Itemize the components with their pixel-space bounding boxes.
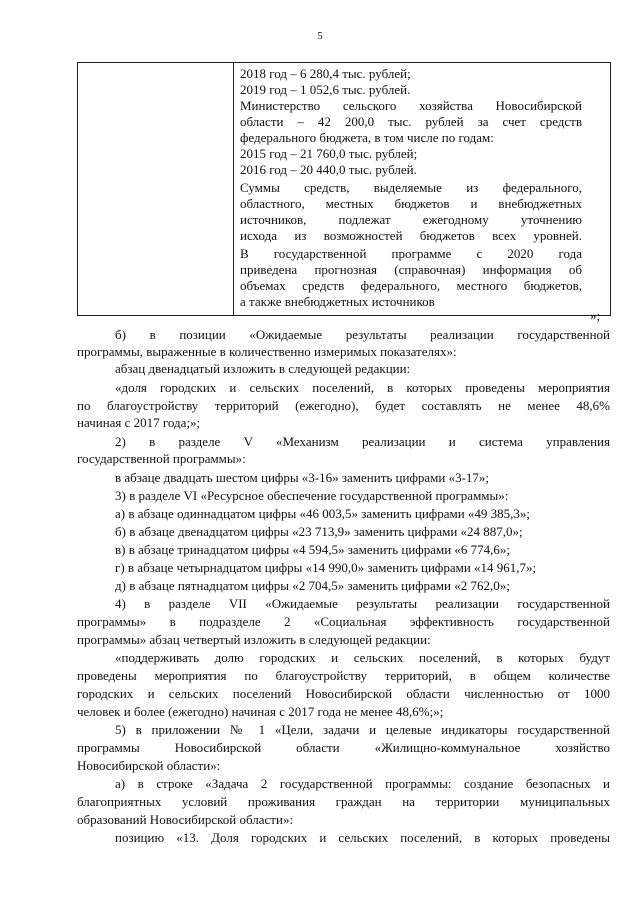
table-cell-line: Суммы средств, выделяемые из федерального, bbox=[240, 180, 582, 195]
table-cell-line: источников, подлежат ежегодному уточнению bbox=[240, 212, 582, 227]
paragraph-line: государственной программы»: bbox=[77, 451, 246, 466]
paragraph-line: д) в абзаце пятнадцатом цифры «2 704,5» заменить цифрами «2 762,0»; bbox=[115, 578, 510, 593]
page-number: 5 bbox=[317, 30, 323, 42]
paragraph-line: образований Новосибирской области»: bbox=[77, 812, 294, 827]
paragraph-line: человек и более (ежегодно) начиная с 2017 года не менее 48,6%;»; bbox=[77, 704, 444, 719]
paragraph-line: программы, выраженные в количественно измеримых показателях»: bbox=[77, 344, 457, 359]
paragraph-line: программы» абзац четвертый изложить в следующей редакции: bbox=[77, 632, 431, 647]
table-cell-line: 2018 год – 6 280,4 тыс. рублей; bbox=[240, 66, 411, 81]
paragraph-line: по благоустройству территорий (ежегодно), будет составлять не менее 48,6% bbox=[77, 398, 610, 413]
paragraph-line: программы» в подразделе 2 «Социальная эффективность государственной bbox=[77, 614, 610, 629]
table-cell-line: объемах средств федерального, местного бюджетов, bbox=[240, 278, 582, 293]
table-cell-line: В государственной программе с 2020 года bbox=[240, 246, 582, 261]
paragraph-line: абзац двенадцатый изложить в следующей редакции: bbox=[115, 361, 411, 376]
table-cell-line: области – 42 200,0 тыс. рублей за счет средств bbox=[240, 114, 582, 129]
table-cell-line: областного, местных бюджетов и внебюджетных bbox=[240, 196, 582, 211]
table-cell-line: 2016 год – 20 440,0 тыс. рублей. bbox=[240, 162, 417, 177]
table-column-divider bbox=[233, 62, 234, 316]
table-cell-line: исхода из возможностей бюджетов всех уровней. bbox=[240, 228, 582, 243]
table-cell-line: федерального бюджета, в том числе по годам: bbox=[240, 130, 494, 145]
paragraph-line: «поддерживать долю городских и сельских поселений, в которых будут bbox=[115, 650, 610, 665]
paragraph-line: начиная с 2017 года;»; bbox=[77, 415, 201, 430]
paragraph-line: Новосибирской области»: bbox=[77, 758, 221, 773]
paragraph-line: позицию «13. Доля городских и сельских поселений, в которых проведены bbox=[115, 830, 610, 845]
paragraph-line: 4) в разделе VII «Ожидаемые результаты реализации государственной bbox=[115, 596, 610, 611]
paragraph-line: а) в строке «Задача 2 государственной программы: создание безопасных и bbox=[115, 776, 610, 791]
paragraph-line: б) в абзаце двенадцатом цифры «23 713,9» заменить цифрами «24 887,0»; bbox=[115, 524, 523, 539]
table-closing-mark: »; bbox=[590, 308, 601, 323]
paragraph-line: в) в абзаце тринадцатом цифры «4 594,5» заменить цифрами «6 774,6»; bbox=[115, 542, 511, 557]
paragraph-line: 2) в разделе V «Механизм реализации и система управления bbox=[115, 434, 610, 449]
table-cell-line: приведена прогнозная (справочная) информация об bbox=[240, 262, 582, 277]
paragraph-line: 5) в приложении № 1 «Цели, задачи и целевые индикаторы государственной bbox=[115, 722, 610, 737]
paragraph-line: городских и сельских поселений Новосибирской области численностью от 1000 bbox=[77, 686, 610, 701]
paragraph-line: проведены мероприятия по благоустройству территорий, в общем количестве bbox=[77, 668, 610, 683]
paragraph-line: г) в абзаце четырнадцатом цифры «14 990,0» заменить цифрами «14 961,7»; bbox=[115, 560, 537, 575]
paragraph-line: в абзаце двадцать шестом цифры «3-16» заменить цифрами «3-17»; bbox=[115, 470, 490, 485]
paragraph-line: б) в позиции «Ожидаемые результаты реализации государственной bbox=[115, 327, 610, 342]
paragraph-line: благоприятных условий проживания граждан на территории муниципальных bbox=[77, 794, 610, 809]
table-cell-line: Министерство сельского хозяйства Новосибирской bbox=[240, 98, 582, 113]
table-cell-line: 2019 год – 1 052,6 тыс. рублей. bbox=[240, 82, 411, 97]
paragraph-line: программы Новосибирской области «Жилищно-коммунальное хозяйство bbox=[77, 740, 610, 755]
paragraph-line: а) в абзаце одиннадцатом цифры «46 003,5» заменить цифрами «49 385,3»; bbox=[115, 506, 531, 521]
paragraph-line: «доля городских и сельских поселений, в которых проведены мероприятия bbox=[115, 380, 610, 395]
table-cell-line: а также внебюджетных источников bbox=[240, 294, 435, 309]
table-cell-line: 2015 год – 21 760,0 тыс. рублей; bbox=[240, 146, 418, 161]
paragraph-line: 3) в разделе VI «Ресурсное обеспечение государственной программы»: bbox=[115, 488, 509, 503]
